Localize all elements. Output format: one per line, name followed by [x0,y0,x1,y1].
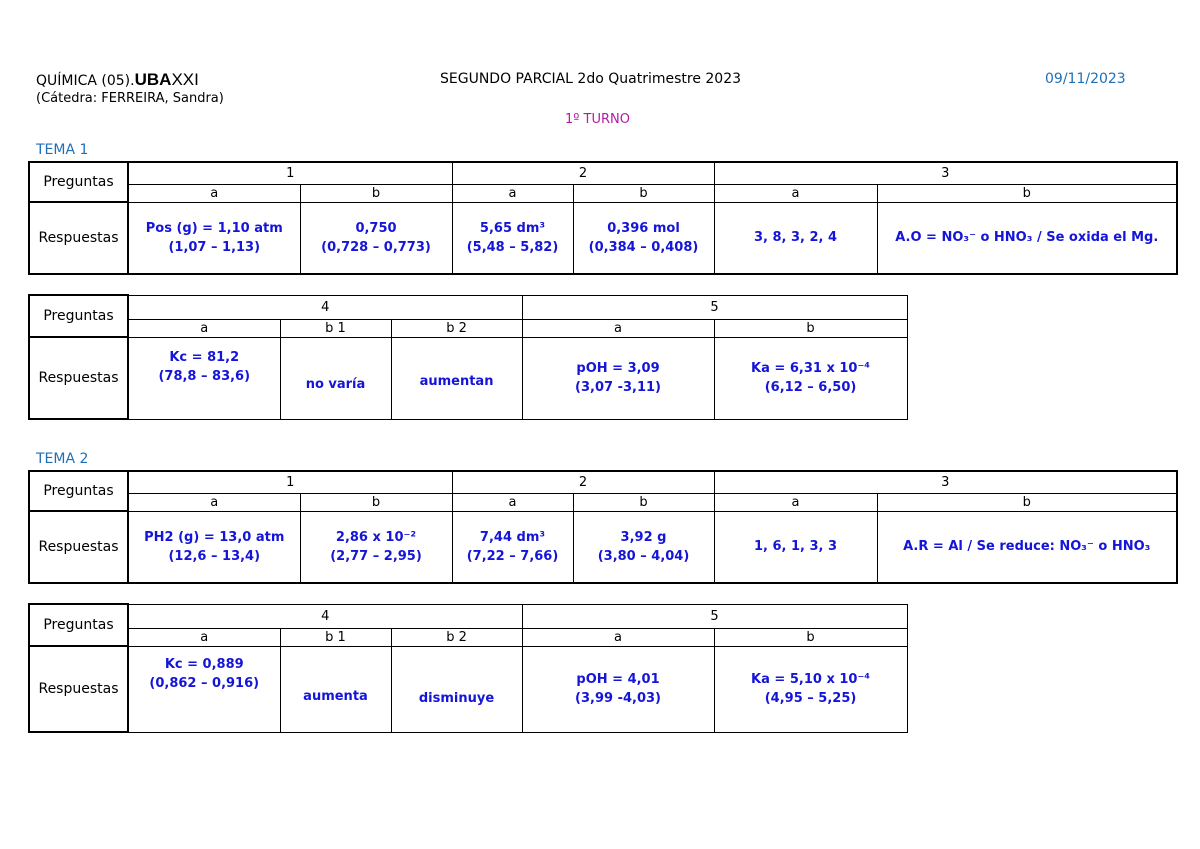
preguntas-label: Preguntas [29,295,128,337]
answer-range: (2,77 – 2,95) [330,548,422,564]
answer-value: PH2 (g) = 13,0 atm [144,529,285,545]
answer-value: pOH = 4,01 [576,672,660,687]
question-number: 1 [128,162,452,184]
question-number: 3 [714,162,1177,184]
answer-cell [714,511,877,583]
tema-2-table-questions-4-5 [28,603,908,733]
question-number: 5 [522,295,907,319]
answer-value: 7,44 dm³ [479,529,546,545]
respuestas-label: Respuestas [29,511,128,583]
tema-1-title: TEMA 1 [36,142,89,158]
sub-question: b 1 [280,628,391,646]
answer-cell [300,511,452,583]
answer-value: 3, 8, 3, 2, 4 [753,230,838,246]
answer-value: Ka = 6,31 x 10⁻⁴ [751,361,870,376]
answer-value: 2,86 x 10⁻² [335,529,417,545]
answer-cell [877,511,1177,583]
preguntas-label: Preguntas [29,471,128,511]
uba-logo-text: UBA [134,70,172,89]
preguntas-label: Preguntas [29,162,128,202]
question-number: 4 [128,604,522,628]
answer-value: disminuye [418,690,495,706]
sub-question: b 1 [280,319,391,337]
tema-1-table-questions-1-3 [28,161,1178,275]
answer-cell [522,337,714,419]
sub-question: b 2 [391,628,522,646]
answer-cell [522,646,714,732]
answer-cell [128,337,280,419]
question-number: 5 [522,604,907,628]
answer-cell [877,202,1177,274]
answer-cell [280,646,391,732]
sub-question: b [714,628,907,646]
answer-cell [300,202,452,274]
answer-value: no varía [305,376,366,392]
preguntas-label: Preguntas [29,604,128,646]
answer-range: (0,728 – 0,773) [321,239,431,255]
answer-range: (78,8 – 83,6) [158,368,251,384]
answer-value: Kc = 0,889 [164,656,244,672]
answer-range: (4,95 – 5,25) [764,691,857,706]
sub-question: b [300,493,452,511]
sub-question: a [714,184,877,202]
answer-range: (3,99 -4,03) [575,691,662,706]
course-title [36,70,199,90]
tema-2-table-questions-1-3 [28,470,1178,584]
answer-cell [714,202,877,274]
answer-cell [391,646,522,732]
answer-range: (5,48 – 5,82) [466,239,559,255]
sub-question: a [522,628,714,646]
answer-range: (12,6 – 13,4) [168,548,261,564]
answer-value: Ka = 5,10 x 10⁻⁴ [751,672,870,687]
answer-value: A.R = Al / Se reduce: NO₃⁻ o HNO₃ [903,539,1151,555]
answer-range: (0,862 – 0,916) [149,675,260,691]
answer-value: aumenta [303,688,368,704]
question-number: 1 [128,471,452,493]
answer-cell [391,337,522,419]
sub-question: b [573,493,714,511]
answer-range: (1,07 – 1,13) [168,239,261,255]
question-number: 3 [714,471,1177,493]
answer-cell [280,337,391,419]
answer-range: (0,384 – 0,408) [588,239,699,255]
tema-1-table-questions-4-5 [28,294,908,420]
sub-question: b [877,184,1177,202]
answer-value: 5,65 dm³ [479,220,546,236]
tema-2-title: TEMA 2 [36,451,89,467]
respuestas-label: Respuestas [29,646,128,732]
answer-cell [452,202,573,274]
catedra: (Cátedra: FERREIRA, Sandra) [36,91,224,106]
answer-value: 0,396 mol [607,220,680,236]
exam-date: 09/11/2023 [1045,71,1126,87]
sub-question: b [573,184,714,202]
sub-question: b [877,493,1177,511]
respuestas-label: Respuestas [29,202,128,274]
question-number: 2 [452,162,714,184]
answer-cell [128,511,300,583]
answer-value: aumentan [419,373,494,389]
sub-question: a [128,628,280,646]
sub-question: a [522,319,714,337]
sub-question: a [452,493,573,511]
answer-value: pOH = 3,09 [576,361,660,376]
sub-question: a [128,493,300,511]
sub-question: a [128,319,280,337]
sub-question: b [300,184,452,202]
answer-value: 3,92 g [620,529,667,545]
respuestas-label: Respuestas [29,337,128,419]
turno-label: 1º TURNO [565,112,630,127]
course-name: QUÍMICA (05). [36,73,135,89]
answer-value: Pos (g) = 1,10 atm [145,220,283,236]
answer-value: A.O = NO₃⁻ o HNO₃ / Se oxida el Mg. [895,230,1159,246]
xxi-logo-text: XXI [171,70,199,89]
question-number: 4 [128,295,522,319]
sub-question: b [714,319,907,337]
answer-cell [573,202,714,274]
sub-question: a [714,493,877,511]
answer-range: (3,07 -3,11) [575,380,662,395]
answer-cell [128,646,280,732]
question-number: 2 [452,471,714,493]
exam-title: SEGUNDO PARCIAL 2do Quatrimestre 2023 [440,71,742,87]
answer-value: 0,750 [355,220,397,236]
sub-question: a [452,184,573,202]
answer-cell [573,511,714,583]
answer-range: (3,80 – 4,04) [597,548,690,564]
answer-value: 1, 6, 1, 3, 3 [753,539,838,555]
answer-cell [714,646,907,732]
answer-cell [714,337,907,419]
answer-range: (6,12 – 6,50) [764,380,857,395]
sub-question: b 2 [391,319,522,337]
answer-cell [128,202,300,274]
answer-value: Kc = 81,2 [169,349,240,365]
answer-range: (7,22 – 7,66) [466,548,559,564]
sub-question: a [128,184,300,202]
answer-cell [452,511,573,583]
